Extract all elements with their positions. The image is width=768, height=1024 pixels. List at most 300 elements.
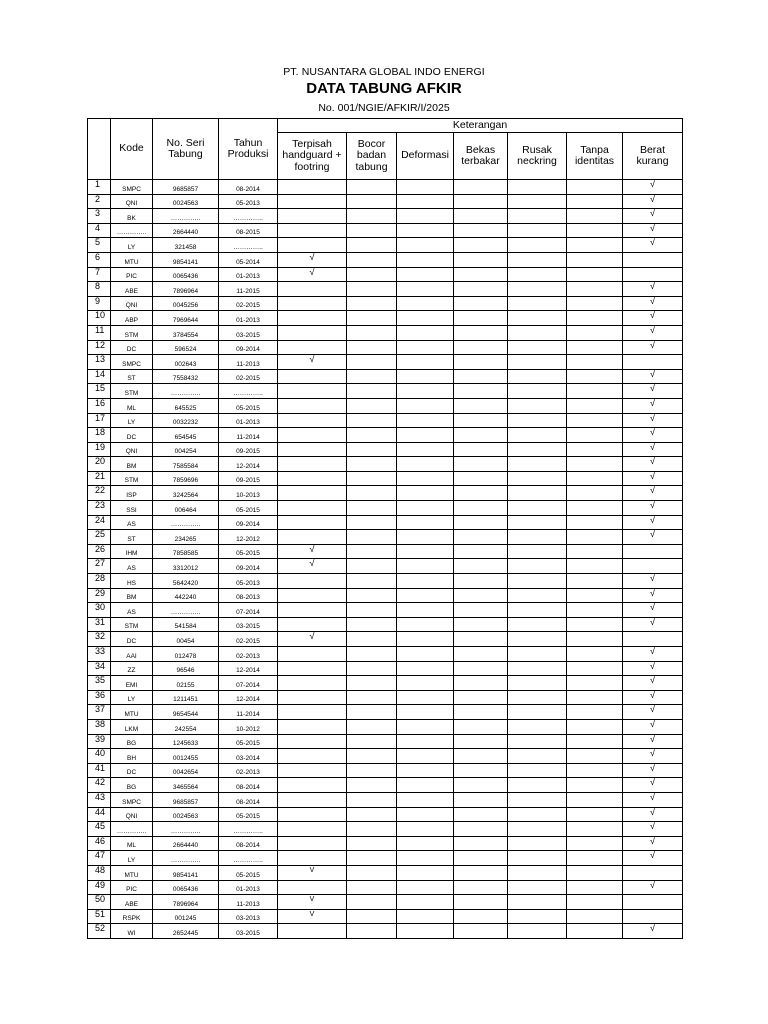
table-row — [88, 924, 683, 939]
row-number: 23 — [88, 501, 111, 516]
table-row — [88, 909, 683, 924]
check-cell-deformasi — [397, 719, 454, 734]
check-cell-tanpa-identitas — [567, 194, 623, 209]
tahun-produksi-cell: 10-2012 — [219, 719, 278, 734]
kode-cell: ISP — [111, 486, 153, 501]
tahun-produksi-cell: 02-2013 — [219, 647, 278, 662]
check-cell-bocor-badan-tabung — [347, 851, 397, 866]
check-cell-bekas-terbakar — [454, 588, 508, 603]
table-row — [88, 895, 683, 910]
tahun-produksi-cell: 05-2015 — [219, 807, 278, 822]
tahun-produksi-cell: 09-2014 — [219, 340, 278, 355]
check-cell-bocor-badan-tabung — [347, 778, 397, 793]
check-cell-deformasi — [397, 749, 454, 764]
table-row — [88, 209, 683, 224]
check-cell-bekas-terbakar — [454, 325, 508, 340]
tahun-produksi-cell: 12-2014 — [219, 690, 278, 705]
check-cell-rusak-neckring — [508, 238, 567, 253]
check-cell-tanpa-identitas — [567, 924, 623, 939]
check-cell-terpisah-handguard-footring — [278, 194, 347, 209]
tahun-produksi-cell: ………….. — [219, 822, 278, 837]
check-cell-rusak-neckring — [508, 501, 567, 516]
check-cell-bocor-badan-tabung — [347, 603, 397, 618]
row-number: 51 — [88, 909, 111, 924]
check-cell-berat-kurang: √ — [623, 398, 683, 413]
tahun-produksi-cell: 08-2014 — [219, 778, 278, 793]
tabung-afkir-table — [87, 118, 683, 939]
check-cell-bocor-badan-tabung — [347, 340, 397, 355]
check-cell-rusak-neckring — [508, 778, 567, 793]
check-cell-deformasi — [397, 895, 454, 910]
tahun-produksi-cell: 09-2014 — [219, 559, 278, 574]
check-cell-deformasi — [397, 632, 454, 647]
no-seri-cell: 9685857 — [153, 792, 219, 807]
check-cell-rusak-neckring — [508, 544, 567, 559]
tahun-produksi-cell: 03-2014 — [219, 749, 278, 764]
row-number: 16 — [88, 398, 111, 413]
table-row — [88, 778, 683, 793]
check-cell-tanpa-identitas — [567, 413, 623, 428]
check-cell-deformasi — [397, 705, 454, 720]
check-cell-deformasi — [397, 194, 454, 209]
tahun-produksi-cell: ………….. — [219, 209, 278, 224]
no-seri-cell: 96546 — [153, 661, 219, 676]
tahun-produksi-cell: 05-2013 — [219, 194, 278, 209]
check-cell-berat-kurang: √ — [623, 180, 683, 195]
check-cell-bocor-badan-tabung — [347, 705, 397, 720]
check-cell-tanpa-identitas — [567, 647, 623, 662]
check-cell-berat-kurang: √ — [623, 836, 683, 851]
header-kode: Kode — [111, 119, 153, 180]
table-row — [88, 398, 683, 413]
table-row — [88, 384, 683, 399]
check-cell-rusak-neckring — [508, 530, 567, 545]
check-cell-berat-kurang: √ — [623, 515, 683, 530]
check-cell-terpisah-handguard-footring — [278, 851, 347, 866]
check-cell-bekas-terbakar — [454, 515, 508, 530]
check-cell-terpisah-handguard-footring — [278, 515, 347, 530]
kode-cell: LY — [111, 851, 153, 866]
check-cell-terpisah-handguard-footring: V — [278, 895, 347, 910]
check-cell-terpisah-handguard-footring — [278, 676, 347, 691]
kode-cell: ZZ — [111, 661, 153, 676]
check-cell-deformasi — [397, 428, 454, 443]
check-cell-berat-kurang: √ — [623, 340, 683, 355]
check-cell-deformasi — [397, 398, 454, 413]
check-cell-terpisah-handguard-footring — [278, 734, 347, 749]
table-row — [88, 296, 683, 311]
row-number: 3 — [88, 209, 111, 224]
table-row — [88, 705, 683, 720]
check-cell-deformasi — [397, 880, 454, 895]
header-no-seri-line2: Tabung — [168, 148, 203, 160]
document-title: DATA TABUNG AFKIR — [306, 80, 462, 97]
kode-cell: AS — [111, 515, 153, 530]
check-cell-tanpa-identitas — [567, 252, 623, 267]
check-cell-bocor-badan-tabung — [347, 238, 397, 253]
kode-cell: LY — [111, 413, 153, 428]
kode-cell: WI — [111, 924, 153, 939]
check-cell-deformasi — [397, 223, 454, 238]
check-cell-bekas-terbakar — [454, 282, 508, 297]
check-cell-bocor-badan-tabung — [347, 661, 397, 676]
row-number: 20 — [88, 457, 111, 472]
row-number: 45 — [88, 822, 111, 837]
row-number: 42 — [88, 778, 111, 793]
header-rusak-neckring-line2: neckring — [517, 155, 557, 167]
row-number: 37 — [88, 705, 111, 720]
check-cell-berat-kurang: √ — [623, 603, 683, 618]
no-seri-cell: 7859696 — [153, 471, 219, 486]
row-number: 2 — [88, 194, 111, 209]
check-cell-bekas-terbakar — [454, 865, 508, 880]
check-cell-rusak-neckring — [508, 209, 567, 224]
check-cell-bocor-badan-tabung — [347, 909, 397, 924]
check-cell-terpisah-handguard-footring: √ — [278, 267, 347, 282]
check-cell-rusak-neckring — [508, 369, 567, 384]
no-seri-cell: 242554 — [153, 719, 219, 734]
header-berat-kurang-line2: kurang — [636, 155, 669, 167]
check-cell-bocor-badan-tabung — [347, 413, 397, 428]
check-cell-deformasi — [397, 296, 454, 311]
header-bekas-terbakar-line1: Bekas — [465, 143, 496, 156]
check-cell-bocor-badan-tabung — [347, 369, 397, 384]
tahun-produksi-cell: 10-2013 — [219, 486, 278, 501]
header-deformasi — [397, 133, 454, 180]
kode-cell: ………….. — [111, 822, 153, 837]
row-number: 4 — [88, 223, 111, 238]
table-row — [88, 340, 683, 355]
tahun-produksi-cell: 11-2013 — [219, 355, 278, 370]
check-cell-bocor-badan-tabung — [347, 515, 397, 530]
check-cell-berat-kurang: √ — [623, 325, 683, 340]
row-number: 14 — [88, 369, 111, 384]
check-cell-rusak-neckring — [508, 763, 567, 778]
no-seri-cell: 9854141 — [153, 865, 219, 880]
row-number: 40 — [88, 749, 111, 764]
check-cell-bocor-badan-tabung — [347, 647, 397, 662]
check-cell-rusak-neckring — [508, 457, 567, 472]
kode-cell: ABP — [111, 311, 153, 326]
check-cell-berat-kurang: √ — [623, 471, 683, 486]
check-cell-deformasi — [397, 734, 454, 749]
no-seri-cell: 321458 — [153, 238, 219, 253]
check-cell-bocor-badan-tabung — [347, 325, 397, 340]
check-cell-berat-kurang: √ — [623, 792, 683, 807]
check-cell-bekas-terbakar — [454, 559, 508, 574]
check-cell-tanpa-identitas — [567, 282, 623, 297]
kode-cell: ABE — [111, 282, 153, 297]
check-cell-rusak-neckring — [508, 355, 567, 370]
kode-cell: AS — [111, 603, 153, 618]
check-cell-bocor-badan-tabung — [347, 632, 397, 647]
no-seri-cell: 002643 — [153, 355, 219, 370]
row-number: 48 — [88, 865, 111, 880]
tahun-produksi-cell: 01-2013 — [219, 311, 278, 326]
check-cell-deformasi — [397, 369, 454, 384]
row-number: 12 — [88, 340, 111, 355]
header-terpisah-handguard-footring — [278, 133, 347, 180]
row-number: 32 — [88, 632, 111, 647]
check-cell-tanpa-identitas — [567, 355, 623, 370]
check-cell-terpisah-handguard-footring — [278, 647, 347, 662]
check-cell-deformasi — [397, 909, 454, 924]
check-cell-berat-kurang: √ — [623, 296, 683, 311]
check-cell-rusak-neckring — [508, 880, 567, 895]
check-cell-bekas-terbakar — [454, 705, 508, 720]
check-cell-bocor-badan-tabung — [347, 457, 397, 472]
check-cell-deformasi — [397, 588, 454, 603]
check-cell-bekas-terbakar — [454, 267, 508, 282]
tahun-produksi-cell: 02-2015 — [219, 369, 278, 384]
check-cell-bocor-badan-tabung — [347, 763, 397, 778]
header-no-seri — [153, 119, 219, 180]
tahun-produksi-cell: 03-2013 — [219, 909, 278, 924]
check-cell-tanpa-identitas — [567, 180, 623, 195]
header-terpisah-handguard-footring-line2: handguard + — [282, 149, 342, 162]
check-cell-bocor-badan-tabung — [347, 880, 397, 895]
no-seri-cell: 596524 — [153, 340, 219, 355]
check-cell-berat-kurang: √ — [623, 457, 683, 472]
check-cell-deformasi — [397, 836, 454, 851]
check-cell-tanpa-identitas — [567, 296, 623, 311]
no-seri-cell: 5642420 — [153, 574, 219, 589]
check-cell-tanpa-identitas — [567, 325, 623, 340]
check-cell-berat-kurang — [623, 252, 683, 267]
check-cell-bekas-terbakar — [454, 734, 508, 749]
no-seri-cell: ………….. — [153, 822, 219, 837]
check-cell-bocor-badan-tabung — [347, 194, 397, 209]
check-cell-rusak-neckring — [508, 895, 567, 910]
check-cell-rusak-neckring — [508, 836, 567, 851]
row-number: 9 — [88, 296, 111, 311]
check-cell-berat-kurang — [623, 895, 683, 910]
check-cell-deformasi — [397, 486, 454, 501]
tahun-produksi-cell: 11-2014 — [219, 428, 278, 443]
table-row — [88, 355, 683, 370]
table-row — [88, 588, 683, 603]
check-cell-rusak-neckring — [508, 340, 567, 355]
row-number: 27 — [88, 559, 111, 574]
table-row — [88, 486, 683, 501]
no-seri-cell: ………….. — [153, 209, 219, 224]
row-number: 5 — [88, 238, 111, 253]
check-cell-rusak-neckring — [508, 486, 567, 501]
kode-cell: ST — [111, 369, 153, 384]
kode-cell: QNI — [111, 442, 153, 457]
check-cell-deformasi — [397, 238, 454, 253]
tahun-produksi-cell: 11-2014 — [219, 705, 278, 720]
row-number: 29 — [88, 588, 111, 603]
table-row — [88, 325, 683, 340]
check-cell-bekas-terbakar — [454, 909, 508, 924]
header-tahun-line1: Tahun — [233, 136, 263, 149]
row-number: 21 — [88, 471, 111, 486]
kode-cell: QNI — [111, 807, 153, 822]
check-cell-bekas-terbakar — [454, 647, 508, 662]
check-cell-berat-kurang: √ — [623, 209, 683, 224]
check-cell-terpisah-handguard-footring — [278, 486, 347, 501]
kode-cell: PIC — [111, 267, 153, 282]
header-no — [88, 119, 111, 180]
no-seri-cell: 7896964 — [153, 282, 219, 297]
table-row — [88, 647, 683, 662]
no-seri-cell: 0024563 — [153, 807, 219, 822]
kode-cell: MTU — [111, 252, 153, 267]
check-cell-berat-kurang: √ — [623, 282, 683, 297]
kode-cell: HS — [111, 574, 153, 589]
check-cell-terpisah-handguard-footring — [278, 617, 347, 632]
check-cell-terpisah-handguard-footring — [278, 428, 347, 443]
check-cell-deformasi — [397, 311, 454, 326]
row-number: 7 — [88, 267, 111, 282]
no-seri-cell: ………….. — [153, 603, 219, 618]
check-cell-berat-kurang — [623, 355, 683, 370]
check-cell-bekas-terbakar — [454, 661, 508, 676]
kode-cell: ABE — [111, 895, 153, 910]
check-cell-rusak-neckring — [508, 559, 567, 574]
check-cell-deformasi — [397, 413, 454, 428]
check-cell-deformasi — [397, 355, 454, 370]
kode-cell: STM — [111, 325, 153, 340]
check-cell-deformasi — [397, 865, 454, 880]
row-number: 28 — [88, 574, 111, 589]
check-cell-berat-kurang: √ — [623, 705, 683, 720]
company-name: PT. NUSANTARA GLOBAL INDO ENERGI — [283, 66, 485, 78]
check-cell-rusak-neckring — [508, 676, 567, 691]
check-cell-bocor-badan-tabung — [347, 501, 397, 516]
kode-cell: BG — [111, 734, 153, 749]
no-seri-cell: 1245633 — [153, 734, 219, 749]
check-cell-berat-kurang: √ — [623, 851, 683, 866]
check-cell-terpisah-handguard-footring — [278, 442, 347, 457]
check-cell-berat-kurang: √ — [623, 661, 683, 676]
check-cell-deformasi — [397, 617, 454, 632]
header-bocor-badan-tabung-line2: badan — [356, 149, 387, 162]
table-row — [88, 267, 683, 282]
check-cell-deformasi — [397, 544, 454, 559]
kode-cell: LY — [111, 690, 153, 705]
check-cell-bekas-terbakar — [454, 778, 508, 793]
tahun-produksi-cell: 05-2014 — [219, 252, 278, 267]
check-cell-rusak-neckring — [508, 296, 567, 311]
check-cell-bocor-badan-tabung — [347, 924, 397, 939]
check-cell-tanpa-identitas — [567, 865, 623, 880]
check-cell-deformasi — [397, 501, 454, 516]
row-number: 10 — [88, 311, 111, 326]
check-cell-terpisah-handguard-footring — [278, 398, 347, 413]
table-row — [88, 880, 683, 895]
tahun-produksi-cell: 05-2015 — [219, 865, 278, 880]
check-cell-bekas-terbakar — [454, 617, 508, 632]
check-cell-deformasi — [397, 384, 454, 399]
check-cell-bocor-badan-tabung — [347, 223, 397, 238]
check-cell-terpisah-handguard-footring: √ — [278, 559, 347, 574]
kode-cell: AAI — [111, 647, 153, 662]
table-row — [88, 851, 683, 866]
check-cell-deformasi — [397, 763, 454, 778]
check-cell-berat-kurang: √ — [623, 690, 683, 705]
check-cell-terpisah-handguard-footring — [278, 763, 347, 778]
kode-cell: BG — [111, 778, 153, 793]
kode-cell: DC — [111, 632, 153, 647]
check-cell-bekas-terbakar — [454, 180, 508, 195]
row-number: 33 — [88, 647, 111, 662]
tahun-produksi-cell: 08-2014 — [219, 836, 278, 851]
check-cell-deformasi — [397, 822, 454, 837]
check-cell-bocor-badan-tabung — [347, 471, 397, 486]
kode-cell: BM — [111, 457, 153, 472]
kode-cell: MTU — [111, 865, 153, 880]
check-cell-deformasi — [397, 792, 454, 807]
check-cell-berat-kurang: √ — [623, 442, 683, 457]
check-cell-berat-kurang: √ — [623, 486, 683, 501]
check-cell-rusak-neckring — [508, 442, 567, 457]
check-cell-bocor-badan-tabung — [347, 676, 397, 691]
check-cell-bocor-badan-tabung — [347, 588, 397, 603]
check-cell-bekas-terbakar — [454, 194, 508, 209]
table-row — [88, 676, 683, 691]
check-cell-terpisah-handguard-footring — [278, 792, 347, 807]
check-cell-bocor-badan-tabung — [347, 530, 397, 545]
check-cell-berat-kurang: √ — [623, 588, 683, 603]
check-cell-deformasi — [397, 647, 454, 662]
check-cell-berat-kurang: √ — [623, 501, 683, 516]
tahun-produksi-cell: 09-2015 — [219, 442, 278, 457]
check-cell-bekas-terbakar — [454, 632, 508, 647]
check-cell-rusak-neckring — [508, 267, 567, 282]
check-cell-berat-kurang: √ — [623, 311, 683, 326]
tahun-produksi-cell: 09-2014 — [219, 515, 278, 530]
table-row — [88, 574, 683, 589]
check-cell-rusak-neckring — [508, 851, 567, 866]
header-tahun-produksi — [219, 119, 278, 180]
check-cell-bocor-badan-tabung — [347, 617, 397, 632]
check-cell-bocor-badan-tabung — [347, 209, 397, 224]
no-seri-cell: 7558432 — [153, 369, 219, 384]
check-cell-tanpa-identitas — [567, 428, 623, 443]
check-cell-rusak-neckring — [508, 413, 567, 428]
row-number: 52 — [88, 924, 111, 939]
kode-cell: DC — [111, 428, 153, 443]
check-cell-tanpa-identitas — [567, 734, 623, 749]
header-keterangan: Keterangan — [278, 119, 683, 133]
no-seri-cell: 3465564 — [153, 778, 219, 793]
check-cell-tanpa-identitas — [567, 574, 623, 589]
no-seri-cell: 004254 — [153, 442, 219, 457]
check-cell-tanpa-identitas — [567, 530, 623, 545]
check-cell-berat-kurang: √ — [623, 369, 683, 384]
no-seri-cell: 7896964 — [153, 895, 219, 910]
header-terpisah-handguard-footring-line1: Terpisah — [292, 137, 332, 150]
check-cell-bocor-badan-tabung — [347, 282, 397, 297]
no-seri-cell: 2664440 — [153, 223, 219, 238]
check-cell-tanpa-identitas — [567, 836, 623, 851]
tahun-produksi-cell: 03-2015 — [219, 325, 278, 340]
check-cell-bekas-terbakar — [454, 355, 508, 370]
no-seri-cell: 0065436 — [153, 267, 219, 282]
check-cell-terpisah-handguard-footring — [278, 574, 347, 589]
tahun-produksi-cell: 12-2014 — [219, 661, 278, 676]
row-number: 38 — [88, 719, 111, 734]
table-row — [88, 180, 683, 195]
tahun-produksi-cell: ………….. — [219, 851, 278, 866]
check-cell-rusak-neckring — [508, 384, 567, 399]
check-cell-bocor-badan-tabung — [347, 486, 397, 501]
check-cell-bocor-badan-tabung — [347, 719, 397, 734]
check-cell-deformasi — [397, 676, 454, 691]
no-seri-cell: 3242564 — [153, 486, 219, 501]
